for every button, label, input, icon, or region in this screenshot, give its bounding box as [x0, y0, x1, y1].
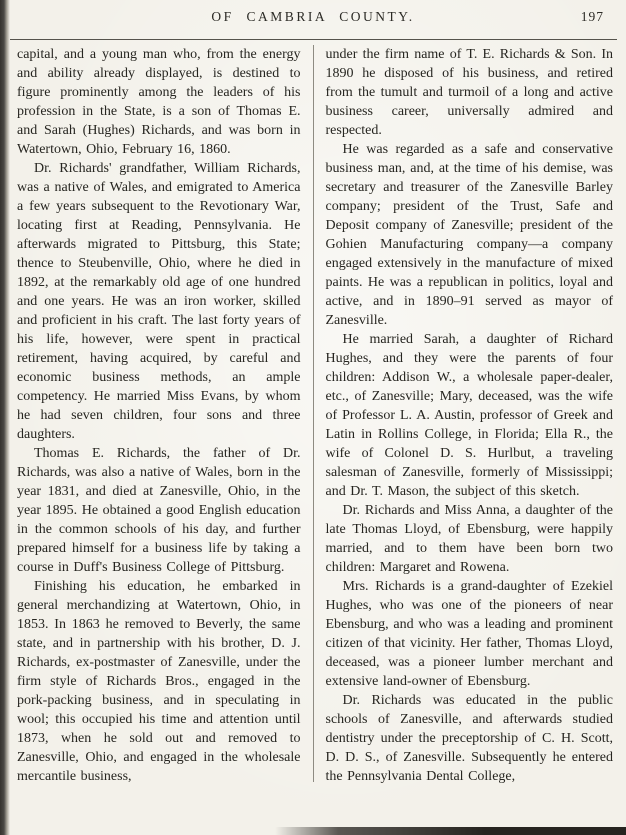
paragraph: capital, and a young man who, from the energy and ability already displayed, is destined to figure prominently among the leaders of his profession in the State, is a son of Thomas E. and Sarah (Hughes) Richards, and was born in Watertown, Ohio, February 16, 1860. — [17, 47, 301, 157]
right-column — [314, 45, 614, 786]
paragraph: He was regarded as a safe and conservative business man, and, at the time of his demise, was secretary and treasurer of the Zanesville Barley company; president of the Trust, Safe and Deposit company of Zanesville; president of the Gohien Manufacturing company—a company engaged extensively in the manufacture of mixed paints. He was a republican in politics, loyal and active, and in 1890–91 served as mayor of Zanesville. — [325, 142, 613, 328]
paragraph: Mrs. Richards is a grand-daughter of Ezekiel Hughes, who was one of the pioneers of near Ebensburg, and who was a leading and prominent citizen of that vicinity. Her father, Thomas Lloyd, deceased, was a pioneer lumber merchant and extensive land-owner of Ebensburg. — [325, 579, 613, 689]
paragraph: Thomas E. Richards, the father of Dr. Richards, was also a native of Wales, born in the year 1831, and died at Zanesville, Ohio, in the year 1895. He obtained a good English education in the common schools of his day, and further prepared himself for a business life by taking a course in Duff's Business College of Pittsburg. — [17, 446, 301, 575]
paragraph: Dr. Richards was educated in the public schools of Zanesville, and afterwards studied dentistry under the preceptorship of C. H. Scott, D. D. S., of Zanesville. Subsequently he entered the Pennsylvania Dental College, — [325, 693, 613, 784]
paragraph: He married Sarah, a daughter of Richard Hughes, and they were the parents of four children: Addison W., a wholesale paper-dealer, etc., of Zanesville; Mary, deceased, was the wife of Professor L. A. Austin, professor of Greek and Latin in Rollins College, in Florida; Ella R., the wife of Colonel D. S. Hurlbut, a traveling salesman of Zanesville, formerly of Mississippi; and Dr. T. Mason, the subject of this sketch. — [325, 332, 613, 499]
running-header — [0, 0, 626, 39]
paragraph: under the firm name of T. E. Richards & Son. In 1890 he disposed of his business, and retired from the tumult and turmoil of a long and active business career, universally admired and respected. — [325, 47, 613, 138]
scan-gutter-shadow — [0, 0, 10, 835]
text-columns — [0, 40, 626, 786]
paragraph: Dr. Richards' grandfather, William Richards, was a native of Wales, and emigrated to America a few years subsequent to the Revotionary War, locating first at Reading, Pennsylvania. He afterwards migrated to Pittsburg, this State; thence to Steubenville, Ohio, where he died in 1892, at the remarkably old age of one hundred and one years. He was an iron worker, skilled and proficient in his craft. The last forty years of his life, however, were spent in practical retirement, having acquired, by careful and economic business methods, an ample competency. He married Miss Evans, by whom he had seven children, four sons and three daughters. — [17, 161, 301, 442]
paragraph: Finishing his education, he embarked in general merchandizing at Watertown, Ohio, in 1853. In 1863 he removed to Beverly, the same state, and in partnership with his brother, D. J. Richards, ex-postmaster of Zanesville, under the firm style of Richards Bros., engaged in the pork-packing business, and in speculating in wool; this occupied his time and attention until 1873, when he sold out and removed to Zanesville, Ohio, and engaged in the wholesale mercantile business, — [17, 579, 301, 784]
left-column — [17, 45, 313, 786]
scan-bottom-shadow — [275, 827, 626, 835]
paragraph: Dr. Richards and Miss Anna, a daughter of the late Thomas Lloyd, of Ebensburg, were happily married, and to them have been born two children: Margaret and Rowena. — [325, 503, 613, 575]
running-header-title: OF CAMBRIA COUNTY. — [211, 9, 415, 24]
page-number: 197 — [580, 9, 604, 24]
